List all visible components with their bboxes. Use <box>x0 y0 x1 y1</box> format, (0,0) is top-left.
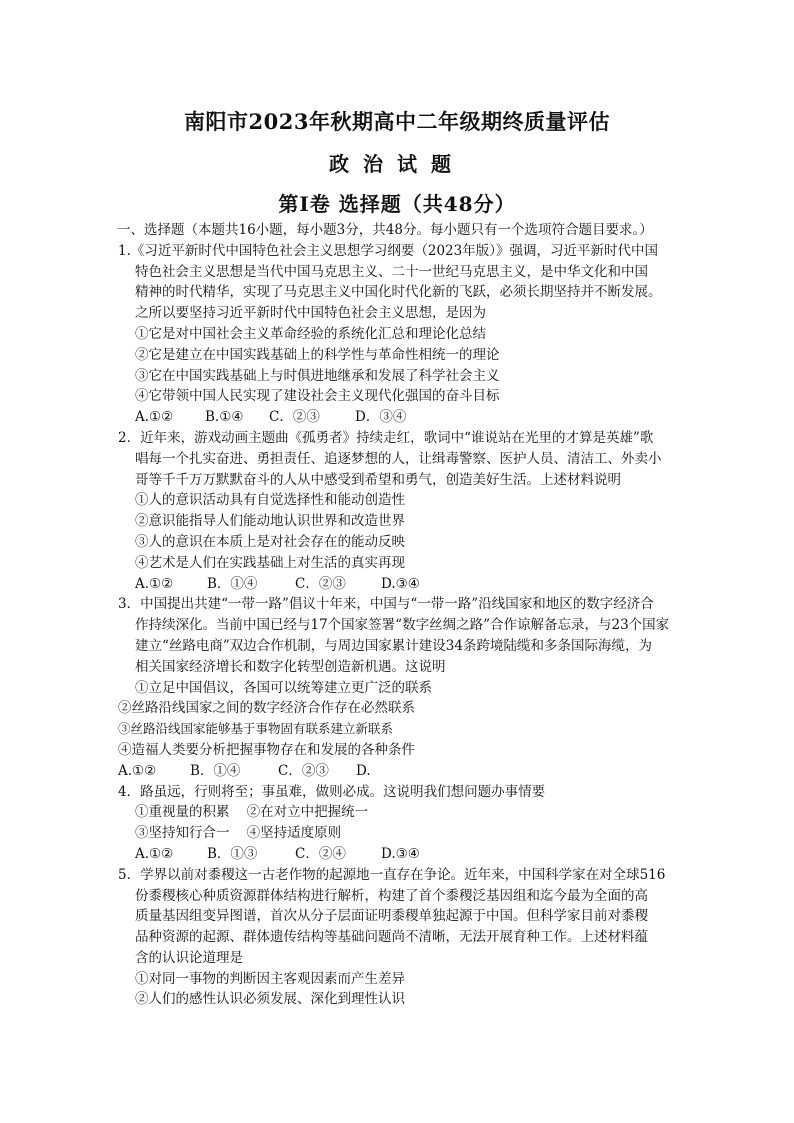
choice-b: B．①④ <box>190 762 241 779</box>
question-stem-line: 品种资源的起源、群体遗传结构等基础问题尚不清晰，无法开展育种工作。上述材料蕴 <box>135 929 648 946</box>
question-stem-line: 之所以要坚持习近平新时代中国特色社会主义思想，是因为 <box>135 305 486 322</box>
question-stem-line: 建立“丝路电商”双边合作机制，与周边国家累计建设34条跨境陆缆和多条国际海缆，为 <box>135 637 652 654</box>
question-stem-line: 2．近年来，游戏动画主题曲《孤勇者》持续走红，歌词中“谁说站在光里的才算是英雄”歌 <box>118 429 654 446</box>
question-1 <box>118 241 678 428</box>
question-2 <box>118 428 678 594</box>
choice-d: D.③④ <box>381 575 420 592</box>
choice-c: C．②③ <box>278 762 329 779</box>
question-stem-line: 相关国家经济增长和数字化转型创造新机遇。这说明 <box>135 658 446 675</box>
subject-title: 政治试题 <box>329 152 465 176</box>
question-stem-line: 含的认识论道理是 <box>135 949 243 966</box>
instructions: 一、选择题（本题共16小题，每小题3分，共48分。每小题只有一个选项符合题目要求。） <box>117 222 653 238</box>
question-stem-line: 哥等千千万万默默奋斗的人从中感受到希望和勇气，创造美好生活。上述材料说明 <box>135 471 621 488</box>
statement: ①它是对中国社会主义革命经验的系统化汇总和理论化总结 <box>135 325 486 342</box>
question-stem-line: 作持续深化。当前中国已经与17个国家签署“数字丝绸之路”合作谅解备忘录，与23个国家 <box>135 617 670 634</box>
question-stem-line: 特色社会主义思想是当代中国马克思主义、二十一世纪马克思主义，是中华文化和中国 <box>135 263 648 280</box>
choice-d: D．③④ <box>355 409 407 426</box>
statement: ②意识能指导人们能动地认识世界和改造世界 <box>135 513 405 530</box>
answer-choices <box>118 574 678 595</box>
choice-c: C．②③ <box>269 409 320 426</box>
exam-content <box>118 220 678 1010</box>
choice-a: A.①② <box>135 575 174 592</box>
statement: ④造福人类要分析把握事物存在和发展的各种条件 <box>118 741 415 758</box>
choice-b: B．①③ <box>207 845 258 862</box>
choice-d: D.③④ <box>381 845 420 862</box>
statement: ②丝路沿线国家之间的数字经济合作存在必然联系 <box>118 700 415 717</box>
choice-b: B．①④ <box>207 575 258 592</box>
answer-choices <box>118 761 678 782</box>
choice-d: D. <box>356 762 371 779</box>
statement: ④艺术是人们在实践基础上对生活的真实再现 <box>135 554 405 571</box>
choice-a: A.①② <box>118 762 157 779</box>
statement: ①对同一事物的判断因主客观因素而产生差异 <box>135 970 405 987</box>
statement: ①立足中国倡议，各国可以统筹建立更广泛的联系 <box>135 679 432 696</box>
statement: ④它带领中国人民实现了建设社会主义现代化强国的奋斗目标 <box>135 388 500 405</box>
question-stem-line: 3．中国提出共建“一带一路”倡议十年来，中国与“一带一路”沿线国家和地区的数字经济合 <box>118 596 654 613</box>
answer-choices <box>118 407 678 428</box>
choice-b: B.①④ <box>205 409 244 426</box>
question-5 <box>118 865 678 1011</box>
answer-choices <box>118 844 678 865</box>
statement: ②人们的感性认识必须发展、深化到理性认识 <box>135 991 405 1008</box>
section-title: 第Ⅰ卷 选择题（共48分） <box>278 192 516 216</box>
question-3 <box>118 594 678 781</box>
question-stem-line: 份黍稷核心种质资源群体结构进行解析，构建了首个黍稷泛基因组和迄今最为全面的高 <box>135 887 648 904</box>
statement: ③人的意识在本质上是对社会存在的能动反映 <box>135 533 405 550</box>
question-stem-line: 1.《习近平新时代中国特色社会主义思想学习纲要（2023年版）》强调，习近平新时代中国 <box>118 242 658 259</box>
statement: ①人的意识活动具有自觉选择性和能动创造性 <box>135 492 405 509</box>
question-stem-line: 质量基因组变异图谱，首次从分子层面证明黍稷单独起源于中国。但科学家目前对黍稷 <box>135 908 648 925</box>
statement: ③坚持知行合一 ④坚持适度原则 <box>135 825 342 842</box>
question-stem-line: 精神的时代精华，实现了马克思主义中国化时代化新的飞跃，必须长期坚持并不断发展。 <box>135 284 662 301</box>
question-stem-line: 唱每一个扎实奋进、勇担责任、追逐梦想的人，让缉毒警察、医护人员、清洁工、外卖小 <box>135 450 662 467</box>
question-4 <box>118 782 678 865</box>
statement: ③它在中国实践基础上与时俱进地继承和发展了科学社会主义 <box>135 367 500 384</box>
choice-c: C．②④ <box>295 845 346 862</box>
choice-c: C．②③ <box>295 575 346 592</box>
question-stem-line: 5．学界以前对黍稷这一古老作物的起源地一直存在争论。近年来，中国科学家在对全球516 <box>118 866 666 883</box>
exam-title: 南阳市2023年秋期高中二年级期终质量评估 <box>184 109 610 134</box>
question-stem-line: 4．路虽远，行则将至；事虽难，做则必成。这说明我们想问题办事情要 <box>118 783 546 800</box>
statement: ①重视量的积累 ②在对立中把握统一 <box>135 804 369 821</box>
choice-a: A.①② <box>135 409 174 426</box>
statement: ③丝路沿线国家能够基于事物固有联系建立新联系 <box>118 721 394 737</box>
choice-a: A.①② <box>135 845 174 862</box>
statement: ②它是建立在中国实践基础上的科学性与革命性相统一的理论 <box>135 346 500 363</box>
